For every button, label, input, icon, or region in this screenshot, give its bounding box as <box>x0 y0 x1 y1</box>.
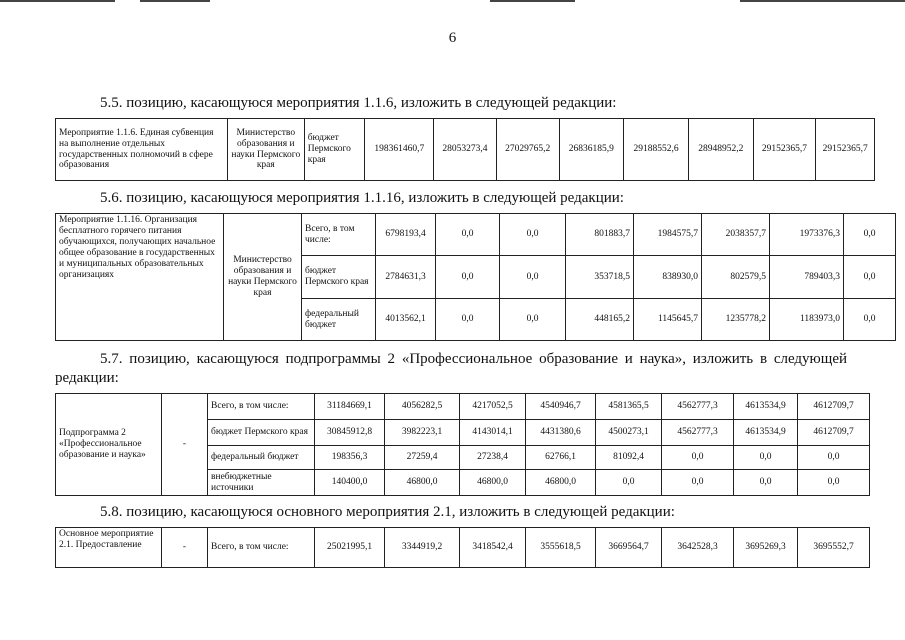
value-cell: 26836185,9 <box>559 119 624 181</box>
subprogram-name: Подпрограмма 2 «Профессиональное образование и наука» <box>56 394 162 496</box>
value-cell: 0,0 <box>798 446 870 470</box>
value-cell: 81092,4 <box>596 446 662 470</box>
value-cell: 0,0 <box>596 470 662 496</box>
funding-source: бюджет Пермского края <box>302 256 376 299</box>
value-cell: 0,0 <box>436 256 500 299</box>
value-cell: 3669564,7 <box>596 528 662 568</box>
value-cell: 1984575,7 <box>634 214 702 256</box>
value-cell: 4540946,7 <box>526 394 596 420</box>
top-rule-right2 <box>740 0 905 2</box>
section-5-6-heading: 5.6. позицию, касающуюся мероприятия 1.1.16, изложить в следующей редакции: <box>100 190 624 206</box>
value-cell: 4431380,6 <box>526 420 596 446</box>
table-5-8 <box>55 527 870 568</box>
value-cell: 3642528,3 <box>662 528 734 568</box>
section-5-7-heading: 5.7. позицию, касающуюся подпрограммы 2 «Профессиональное образование и наука», изложить в следующей <box>100 351 847 367</box>
value-cell: 3695552,7 <box>798 528 870 568</box>
value-cell: 27259,4 <box>385 446 460 470</box>
executor: Министерство образования и науки Пермского края <box>224 214 302 341</box>
value-cell: 0,0 <box>798 470 870 496</box>
table-row <box>56 214 896 256</box>
value-cell: 27029765,2 <box>496 119 559 181</box>
funding-source: Всего, в том числе: <box>208 528 315 568</box>
funding-source: федеральный бюджет <box>302 299 376 341</box>
value-cell: 3418542,4 <box>460 528 526 568</box>
value-cell: 0,0 <box>500 256 566 299</box>
value-cell: 2784631,3 <box>376 256 436 299</box>
value-cell: 4562777,3 <box>662 420 734 446</box>
value-cell: 46800,0 <box>460 470 526 496</box>
value-cell: 0,0 <box>844 256 896 299</box>
value-cell: 0,0 <box>662 446 734 470</box>
funding-source: Всего, в том числе: <box>208 394 315 420</box>
executor: - <box>162 394 208 496</box>
value-cell: 0,0 <box>662 470 734 496</box>
value-cell: 3344919,2 <box>385 528 460 568</box>
value-cell: 0,0 <box>436 214 500 256</box>
value-cell: 802579,5 <box>702 256 770 299</box>
table-5-7 <box>55 393 870 496</box>
table-row <box>56 394 870 420</box>
table-row <box>56 528 870 568</box>
value-cell: 0,0 <box>734 446 798 470</box>
value-cell: 140400,0 <box>315 470 385 496</box>
value-cell: 1145645,7 <box>634 299 702 341</box>
value-cell: 0,0 <box>500 214 566 256</box>
value-cell: 198356,3 <box>315 446 385 470</box>
value-cell: 448165,2 <box>566 299 634 341</box>
top-rule-right <box>490 0 575 2</box>
section-5-8-heading: 5.8. позицию, касающуюся основного мероприятия 2.1, изложить в следующей редакции: <box>100 504 675 520</box>
value-cell: 0,0 <box>844 299 896 341</box>
value-cell: 3982223,1 <box>385 420 460 446</box>
value-cell: 31184669,1 <box>315 394 385 420</box>
funding-source: внебюджетные источники <box>208 470 315 496</box>
section-5-5-heading: 5.5. позицию, касающуюся мероприятия 1.1.6, изложить в следующей редакции: <box>100 95 617 111</box>
value-cell: 27238,4 <box>460 446 526 470</box>
table-5-5 <box>55 118 875 181</box>
funding-source: бюджет Пермского края <box>208 420 315 446</box>
value-cell: 4143014,1 <box>460 420 526 446</box>
value-cell: 0,0 <box>844 214 896 256</box>
section-5-7-heading-cont: редакции: <box>55 370 119 386</box>
top-rule-mid <box>140 0 210 2</box>
value-cell: 4562777,3 <box>662 394 734 420</box>
value-cell: 28053273,4 <box>434 119 497 181</box>
value-cell: 0,0 <box>436 299 500 341</box>
value-cell: 4612709,7 <box>798 420 870 446</box>
value-cell: 4500273,1 <box>596 420 662 446</box>
table-row <box>56 119 875 181</box>
funding-source: бюджет Пермского края <box>304 119 365 181</box>
value-cell: 1235778,2 <box>702 299 770 341</box>
measure-name: Мероприятие 1.1.16. Организация бесплатного горячего питания обучающихся, получающих начальное общее образование в государственных и муниципальных образовательных организациях <box>56 214 224 341</box>
measure-name: Мероприятие 1.1.6. Единая субвенция на выполнение отдельных государственных полномочий в сфере образования <box>56 119 228 181</box>
value-cell: 4612709,7 <box>798 394 870 420</box>
value-cell: 801883,7 <box>566 214 634 256</box>
executor: - <box>162 528 208 568</box>
measure-name: Основное мероприятие 2.1. Предоставление <box>56 528 162 568</box>
value-cell: 1183973,0 <box>770 299 844 341</box>
value-cell: 46800,0 <box>385 470 460 496</box>
value-cell: 25021995,1 <box>315 528 385 568</box>
value-cell: 28948952,2 <box>688 119 753 181</box>
value-cell: 4056282,5 <box>385 394 460 420</box>
value-cell: 198361460,7 <box>365 119 434 181</box>
executor: Министерство образования и науки Пермского края <box>227 119 304 181</box>
value-cell: 4581365,5 <box>596 394 662 420</box>
value-cell: 29152365,7 <box>753 119 816 181</box>
value-cell: 29188552,6 <box>624 119 689 181</box>
value-cell: 1973376,3 <box>770 214 844 256</box>
value-cell: 4613534,9 <box>734 394 798 420</box>
value-cell: 4013562,1 <box>376 299 436 341</box>
funding-source: Всего, в том числе: <box>302 214 376 256</box>
value-cell: 789403,3 <box>770 256 844 299</box>
value-cell: 30845912,8 <box>315 420 385 446</box>
page-number: 6 <box>448 30 457 46</box>
value-cell: 2038357,7 <box>702 214 770 256</box>
table-5-6 <box>55 213 896 341</box>
value-cell: 6798193,4 <box>376 214 436 256</box>
value-cell: 838930,0 <box>634 256 702 299</box>
value-cell: 4613534,9 <box>734 420 798 446</box>
value-cell: 3555618,5 <box>526 528 596 568</box>
value-cell: 0,0 <box>734 470 798 496</box>
value-cell: 0,0 <box>500 299 566 341</box>
value-cell: 353718,5 <box>566 256 634 299</box>
value-cell: 4217052,5 <box>460 394 526 420</box>
value-cell: 29152365,7 <box>816 119 875 181</box>
value-cell: 46800,0 <box>526 470 596 496</box>
top-rule-left <box>0 0 115 2</box>
value-cell: 62766,1 <box>526 446 596 470</box>
funding-source: федеральный бюджет <box>208 446 315 470</box>
value-cell: 3695269,3 <box>734 528 798 568</box>
